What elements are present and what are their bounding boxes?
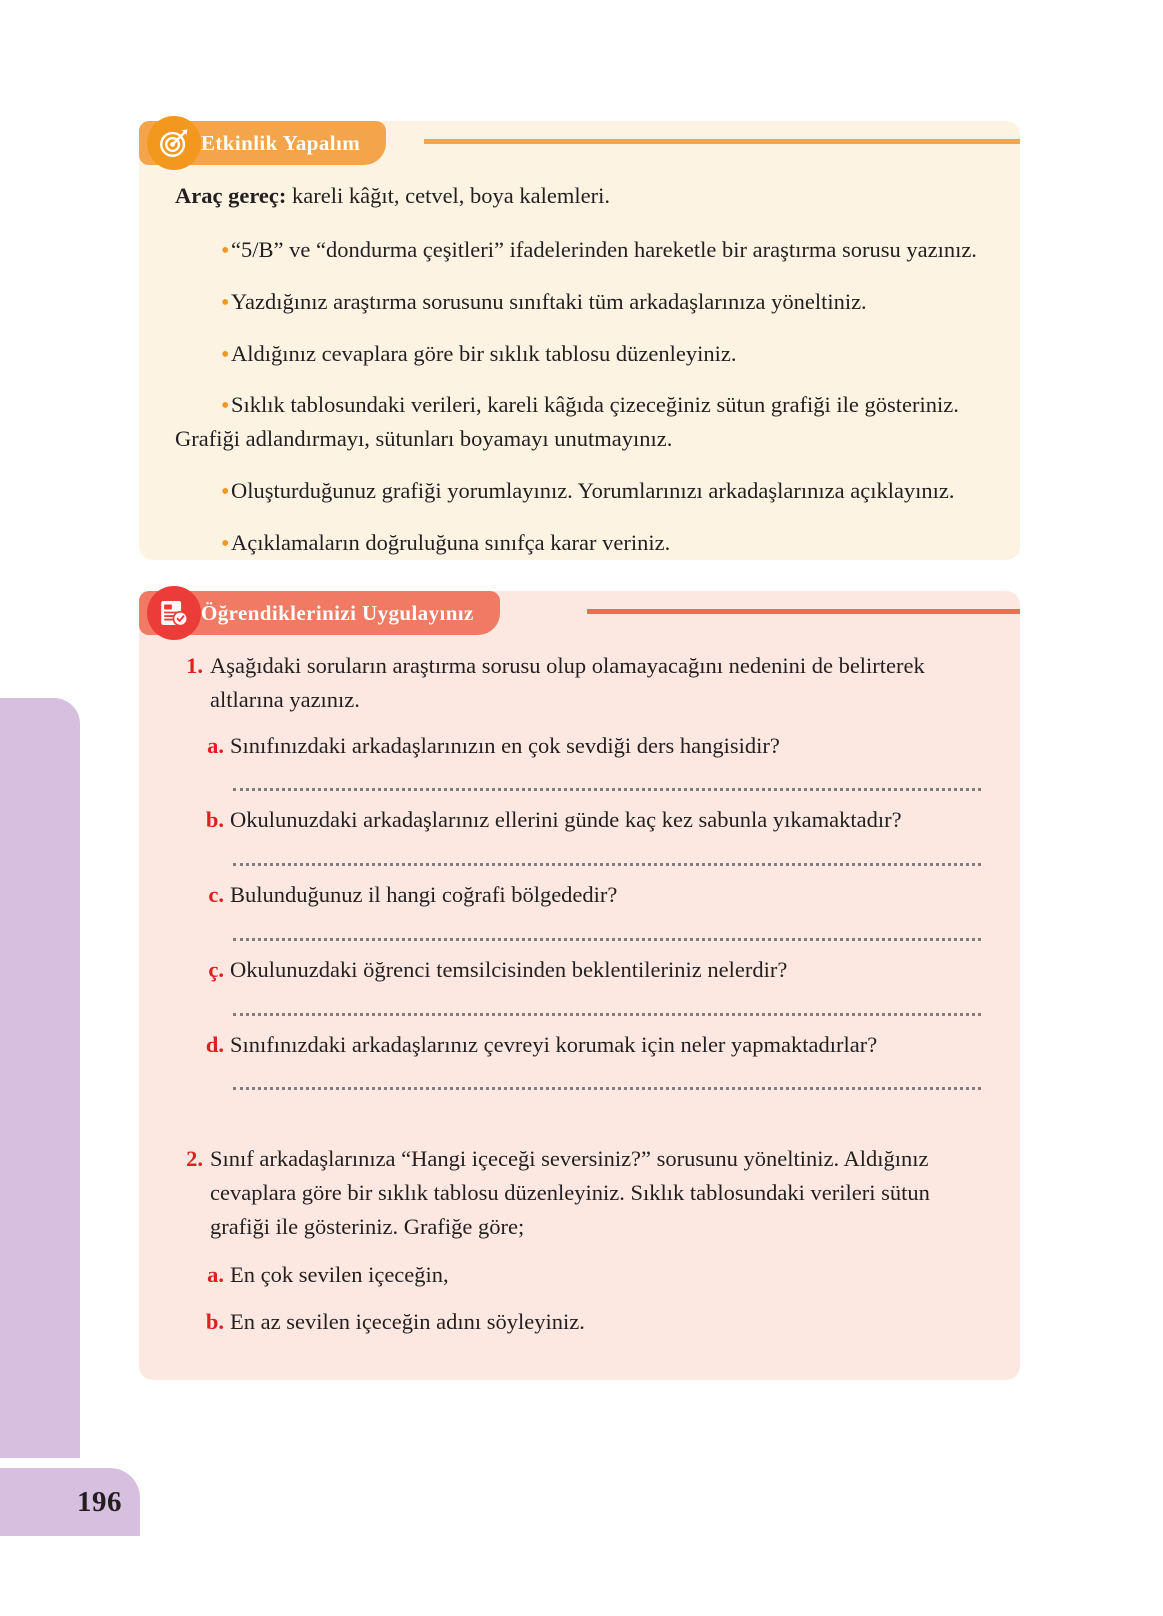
sub-text-c-cedilla: Okulunuzdaki öğrenci temsilcisinden beklentileriniz nelerdir?: [230, 956, 788, 982]
tools-label: Araç gereç:: [175, 183, 287, 208]
sub-text-a: Sınıfınızdaki arkadaşlarınızın en çok sevdiği ders hangisidir?: [230, 732, 780, 758]
document-check-icon: [147, 586, 201, 640]
sub-letter-c: c.: [208, 882, 224, 907]
question-2-row: [175, 1142, 984, 1243]
page-number: 196: [77, 1485, 122, 1518]
question-2-sub-b: [175, 1305, 984, 1339]
apply-section: [139, 591, 1020, 1380]
activity-bullet-3: • Aldığınız cevaplara göre bir sıklık tablosu düzenleyiniz.: [175, 337, 984, 371]
target-icon: [147, 116, 201, 170]
question-1-number: 1.: [186, 653, 203, 678]
sub-text-c: Bulunduğunuz il hangi coğrafi bölgededir?: [230, 882, 618, 907]
sub-text-b: Okulunuzdaki arkadaşlarınız ellerini günde kaç kez sabunla yıkamaktadır?: [230, 807, 902, 833]
sub-letter-2a: a.: [207, 1261, 224, 1287]
activity-header-rule: [424, 139, 1020, 144]
side-decoration-tab: [0, 698, 80, 1458]
sub-letter-d: d.: [205, 1031, 224, 1057]
question-block-1: [175, 649, 984, 1090]
sub-text-2b: En az sevilen içeceğin adını söyleyiniz.: [230, 1309, 585, 1335]
activity-bullet-1: • “5/B” ve “dondurma çeşitleri” ifadelerinden hareketle bir araştırma sorusu yazınız.: [175, 233, 984, 267]
activity-header: [139, 121, 386, 165]
apply-header-label: Öğrendiklerinizi Uygulayınız: [201, 600, 474, 625]
tools-line: [175, 179, 984, 213]
apply-header: [139, 591, 500, 635]
answer-line-1a[interactable]: [233, 768, 981, 791]
question-1-sub-c-cedilla: [175, 953, 984, 987]
question-2-number: 2.: [186, 1146, 203, 1172]
sub-text-d: Sınıfınızdaki arkadaşlarınız çevreyi korumak için neler yapmaktadırlar?: [230, 1031, 878, 1057]
tools-value: kareli kâğıt, cetvel, boya kalemleri.: [286, 183, 611, 208]
sub-letter-2b: b.: [205, 1309, 224, 1335]
activity-bullet-4: • Sıklık tablosundaki verileri, kareli kâğıda çizeceğiniz sütun grafiği ile gösteriniz. Grafiği adlandırmayı, sütunları boyamayı unutmayınız.: [175, 388, 984, 456]
question-block-2: [175, 1142, 984, 1339]
question-1-sub-c: [175, 878, 984, 912]
question-1-sub-b: [175, 803, 984, 837]
apply-header-rule: [587, 609, 1020, 614]
activity-bullet-6: • Açıklamaların doğruluğuna sınıfça karar veriniz.: [175, 526, 984, 560]
answer-line-1c[interactable]: [233, 918, 981, 941]
answer-line-1b[interactable]: [233, 843, 981, 866]
question-1-sub-d: [175, 1028, 984, 1062]
sub-text-2a: En çok sevilen içeceğin,: [230, 1261, 449, 1287]
activity-bullet-5: • Oluşturduğunuz grafiği yorumlayınız. Yorumlarınızı arkadaşlarınıza açıklayınız.: [175, 474, 984, 508]
question-2-text: Sınıf arkadaşlarınıza “Hangi içeceği seversiniz?” sorusunu yöneltiniz. Aldığınız cevaplara göre bir sıklık tablosu düzenleyiniz. Sıklık tablosundaki verileri sütun grafiği ile gösteriniz. Grafiğe göre;: [210, 1146, 930, 1239]
activity-header-label: Etkinlik Yapalım: [201, 130, 361, 155]
activity-bullet-2: • Yazdığınız araştırma sorusunu sınıftaki tüm arkadaşlarınıza yöneltiniz.: [175, 285, 984, 319]
sub-letter-c-cedilla: ç.: [208, 956, 224, 982]
answer-line-1c-cedilla[interactable]: [233, 993, 981, 1016]
question-spacer: [175, 1096, 984, 1142]
question-1-text: Aşağıdaki soruların araştırma sorusu olup olamayacağını nedenini de belirterek altlarına yazınız.: [210, 653, 925, 712]
answer-line-1d[interactable]: [233, 1067, 981, 1090]
page-number-tab: [0, 1468, 140, 1536]
question-2-sub-a: [175, 1258, 984, 1292]
sub-letter-a: a.: [207, 732, 224, 758]
question-1-row: [175, 649, 984, 717]
sub-letter-b: b.: [205, 807, 224, 833]
question-1-sub-a: [175, 729, 984, 763]
activity-section: [139, 121, 1020, 560]
